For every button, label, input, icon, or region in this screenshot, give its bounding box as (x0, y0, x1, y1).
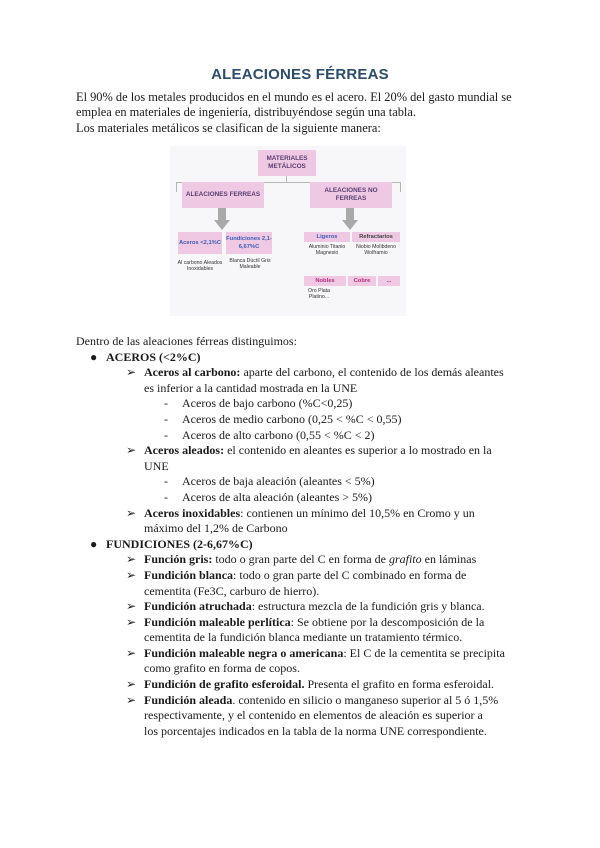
intro-paragraph (76, 90, 536, 136)
diagram-cobre-box: Cobre (348, 276, 376, 286)
item-label: Función gris: (144, 552, 213, 567)
arrow-bullet-icon: ➢ (126, 645, 137, 660)
diagram-nobles-list: Oro Plata Platino... (308, 288, 330, 301)
list-item (76, 615, 546, 631)
item-text: Aceros de alta aleación (aleantes > 5%) (182, 489, 373, 504)
list-item (76, 396, 546, 412)
body-text (76, 334, 546, 739)
list-item (76, 568, 546, 584)
diagram-aceros-box: Aceros <2,1%C (178, 232, 222, 254)
item-text: en láminas (421, 552, 477, 567)
bullet-icon: ● (90, 349, 98, 364)
item-text: : El C de la cementita se precipita (343, 645, 505, 660)
list-item (76, 490, 546, 506)
arrow-bullet-icon: ➢ (126, 599, 137, 614)
diagram-nonferrous-box: ALEACIONES NO FERREAS (310, 182, 392, 208)
item-text: : todo o gran parte del C combinado en forma de (233, 567, 467, 582)
list-item (76, 646, 546, 662)
diagram-refractarios-box: Refractarios (352, 232, 400, 242)
diagram-connector (400, 182, 401, 192)
list-item (76, 365, 546, 381)
item-label: Fundición de grafito esferoidal. (144, 677, 305, 692)
item-text: el contenido en aleantes es superior a lo mostrado en la (224, 443, 492, 458)
list-item (76, 350, 546, 366)
diagram-refractarios-list: Niobio Molibdeno Wolframio (355, 244, 397, 257)
item-text: : Se obtiene por la descomposición de la (290, 614, 485, 629)
diagram-connector (176, 182, 177, 192)
item-text: Aceros de alto carbono (0,55 < %C < 2) (182, 427, 375, 442)
list-item-continuation: máximo del 1,2% de Carbono (144, 521, 288, 536)
item-text: : estructura mezcla de la fundición gris y blanca. (251, 599, 485, 614)
fundiciones-heading: FUNDICIONES (2-6,67%C) (106, 536, 253, 551)
list-item (76, 693, 546, 709)
item-emphasis: grafito (388, 552, 422, 567)
list-item (76, 428, 546, 444)
list-item (76, 537, 546, 553)
arrow-bullet-icon: ➢ (126, 692, 137, 707)
list-item (76, 412, 546, 428)
diagram-aceros-list: Al carbono Aleados Inoxidables (177, 260, 223, 273)
item-text: Presenta el grafito en forma esferoidal. (304, 677, 495, 692)
item-text: todo o gran parte del C en forma de (212, 552, 389, 567)
diagram-nobles-box: Nobles (304, 276, 346, 286)
item-text: Aceros de bajo carbono (%C<0,25) (182, 396, 353, 411)
intro-line-2: emplea en materiales de ingeniería, distribuyéndose según una tabla. (76, 105, 416, 120)
dash-bullet-icon: - (164, 489, 168, 504)
arrow-bullet-icon: ➢ (126, 614, 137, 629)
arrow-bullet-icon: ➢ (126, 505, 137, 520)
dash-bullet-icon: - (164, 427, 168, 442)
intro-line-3: Los materiales metálicos se clasifican de la siguiente manera: (76, 120, 381, 135)
list-item (76, 677, 546, 693)
list-item-continuation: es inferior a la cantidad mostrada en la UNE (144, 380, 358, 395)
item-label: Fundición blanca (144, 567, 234, 582)
list-item-continuation: cementita de la fundición blanca mediante un tratamiento térmico. (144, 630, 463, 645)
down-arrow-icon (342, 208, 358, 230)
item-text: : contienen un mínimo del 10,5% en Cromo y un (240, 505, 475, 520)
dash-bullet-icon: - (164, 396, 168, 411)
page-title: ALEACIONES FÉRREAS (211, 66, 389, 83)
arrow-bullet-icon: ➢ (126, 365, 137, 380)
section-intro: Dentro de las aleaciones férreas distinguimos: (76, 334, 297, 348)
item-label: Fundición maleable negra o americana (144, 645, 344, 660)
item-label: Fundición maleable perlítica (144, 614, 291, 629)
list-item (76, 474, 546, 490)
list-item-continuation: respectivamente, y el contenido en elementos de aleación es superior a (144, 708, 483, 723)
diagram-ligeros-box: Ligeros (304, 232, 350, 242)
aceros-heading: ACEROS (<2%C) (106, 349, 201, 364)
intro-line-1: El 90% de los metales producidos en el mundo es el acero. El 20% del gasto mundial se (76, 90, 512, 104)
down-arrow-icon (214, 208, 230, 230)
list-item-continuation: cementita (Fe3C, carburo de hierro). (144, 583, 320, 598)
diagram-fundiciones-list: Blanca Dúctil Gris Maleable (229, 258, 271, 271)
arrow-bullet-icon: ➢ (126, 552, 137, 567)
list-item-continuation: como grafito en forma de copos. (144, 661, 300, 676)
dash-bullet-icon: - (164, 411, 168, 426)
item-label: Aceros inoxidables (144, 505, 241, 520)
item-text: Aceros de baja aleación (aleantes < 5%) (182, 474, 375, 489)
arrow-bullet-icon: ➢ (126, 443, 137, 458)
classification-diagram (170, 146, 406, 316)
diagram-more-box: ... (378, 276, 400, 286)
item-text: aparte del carbono, el contenido de los demás aleantes (240, 365, 504, 380)
list-item-continuation: UNE (144, 458, 169, 473)
dash-bullet-icon: - (164, 474, 168, 489)
diagram-ligeros-list: Aluminio Titanio Magnesio (308, 244, 346, 257)
diagram-ferrous-box: ALEACIONES FERREAS (182, 182, 264, 208)
item-text: . contenido en silicio o manganeso superior al 5 ó 1,5% (232, 692, 499, 707)
item-label: Aceros al carbono: (144, 365, 241, 380)
diagram-root-box: MATERIALES METÁLICOS (258, 150, 316, 176)
bullet-icon: ● (90, 536, 98, 551)
list-item (76, 443, 546, 459)
item-label: Aceros aleados: (144, 443, 225, 458)
item-text: Aceros de medio carbono (0,25 < %C < 0,55) (182, 411, 402, 426)
list-item (76, 599, 546, 615)
list-item (76, 552, 546, 568)
arrow-bullet-icon: ➢ (126, 677, 137, 692)
item-label: Fundición aleada (144, 692, 233, 707)
item-label: Fundición atruchada (144, 599, 252, 614)
list-item-continuation: los porcentajes indicados en la tabla de la norma UNE correspondiente. (144, 723, 487, 738)
diagram-fundiciones-box: Fundiciones 2,1-6,67%C (226, 232, 272, 254)
list-item (76, 506, 546, 522)
arrow-bullet-icon: ➢ (126, 567, 137, 582)
